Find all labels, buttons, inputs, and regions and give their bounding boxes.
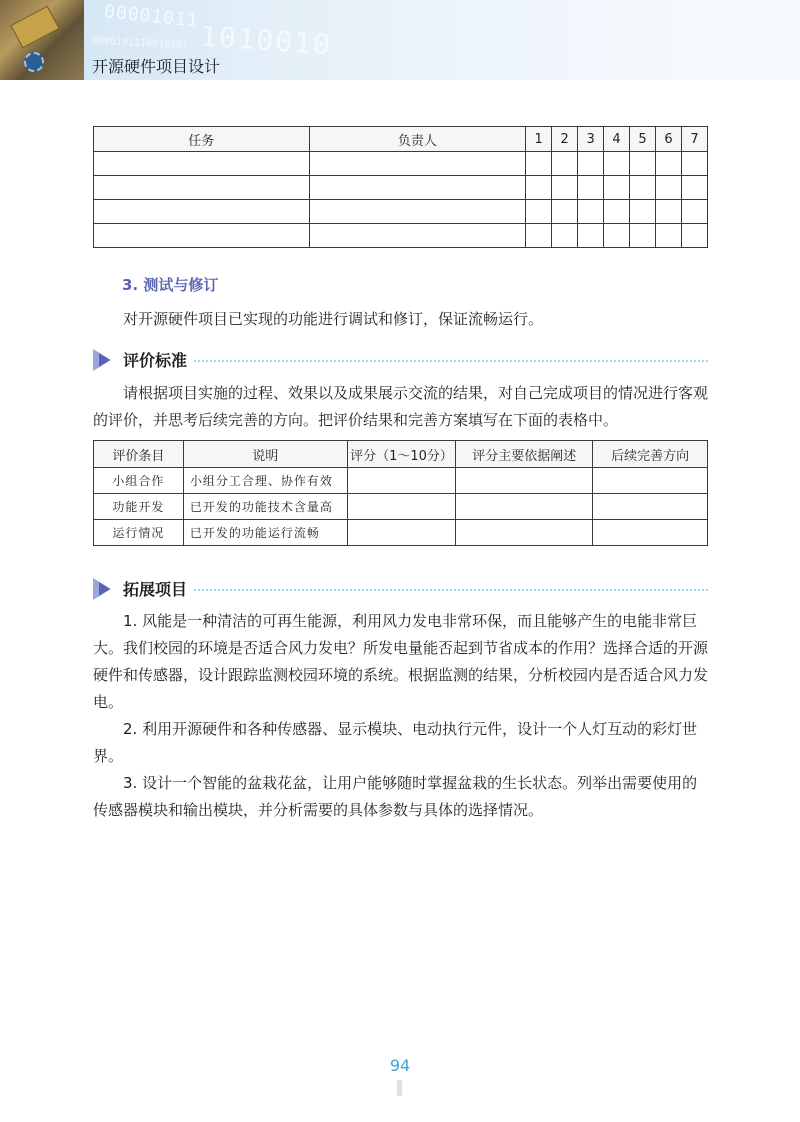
table-cell[interactable] xyxy=(552,200,578,224)
eval-item: 运行情况 xyxy=(94,520,184,546)
extension-section-header xyxy=(93,577,708,601)
score-cell[interactable] xyxy=(347,520,456,546)
header-day: 2 xyxy=(552,127,578,152)
table-cell[interactable] xyxy=(552,152,578,176)
table-header-row xyxy=(94,441,708,468)
book-title: 开源硬件项目设计 xyxy=(92,57,221,76)
table-cell[interactable] xyxy=(630,200,656,224)
binary-decoration: 00001011 xyxy=(103,1,200,32)
table-row xyxy=(94,468,708,494)
binary-decoration: 1010010 xyxy=(199,19,334,62)
header-description: 说明 xyxy=(183,441,347,468)
basis-cell[interactable] xyxy=(456,494,593,520)
table-cell[interactable] xyxy=(309,176,526,200)
table-row xyxy=(94,224,708,248)
table-cell[interactable] xyxy=(655,224,681,248)
table-row xyxy=(94,152,708,176)
table-cell[interactable] xyxy=(526,152,552,176)
table-cell[interactable] xyxy=(604,176,630,200)
evaluation-section-header xyxy=(93,348,708,372)
header-score: 评分（1～10分） xyxy=(347,441,456,468)
table-cell[interactable] xyxy=(94,200,310,224)
table-cell[interactable] xyxy=(309,200,526,224)
score-cell[interactable] xyxy=(347,494,456,520)
improvement-cell[interactable] xyxy=(593,468,708,494)
table-row xyxy=(94,520,708,546)
hardware-photo xyxy=(0,0,84,80)
evaluation-title: 评价标准 xyxy=(123,348,193,371)
table-cell[interactable] xyxy=(604,200,630,224)
extension-item-3: 3. 设计一个智能的盆栽花盆，让用户能够随时掌握盆栽的生长状态。列举出需要使用的传感器模块和输出模块，并分析需要的具体参数与具体的选择情况。 xyxy=(93,774,698,819)
table-cell[interactable] xyxy=(681,224,707,248)
header-day: 5 xyxy=(630,127,656,152)
improvement-cell[interactable] xyxy=(593,520,708,546)
header-day: 4 xyxy=(604,127,630,152)
table-cell[interactable] xyxy=(655,152,681,176)
step3-heading: 3. 测试与修订 xyxy=(122,276,219,294)
header-task: 任务 xyxy=(94,127,310,152)
table-cell[interactable] xyxy=(526,224,552,248)
table-row xyxy=(94,200,708,224)
eval-item: 功能开发 xyxy=(94,494,184,520)
table-cell[interactable] xyxy=(94,176,310,200)
eval-description: 已开发的功能运行流畅 xyxy=(183,520,347,546)
circuit-board-image xyxy=(10,6,59,49)
table-cell[interactable] xyxy=(655,200,681,224)
table-row xyxy=(94,494,708,520)
evaluation-table xyxy=(93,440,708,546)
table-cell[interactable] xyxy=(604,152,630,176)
page-number: 94 xyxy=(389,1056,411,1075)
section-arrow-icon xyxy=(99,353,110,367)
page-marker xyxy=(397,1080,402,1096)
table-cell[interactable] xyxy=(630,152,656,176)
basis-cell[interactable] xyxy=(456,520,593,546)
extension-item-2: 2. 利用开源硬件和各种传感器、显示模块、电动执行元件，设计一个人灯互动的彩灯世界。 xyxy=(93,720,698,765)
table-cell[interactable] xyxy=(309,224,526,248)
table-cell[interactable] xyxy=(309,152,526,176)
table-cell[interactable] xyxy=(681,152,707,176)
basis-cell[interactable] xyxy=(456,468,593,494)
page-header xyxy=(0,0,800,80)
eval-description: 已开发的功能技术含量高 xyxy=(183,494,347,520)
header-day: 6 xyxy=(655,127,681,152)
header-day: 7 xyxy=(681,127,707,152)
dotted-divider xyxy=(123,360,708,362)
table-cell[interactable] xyxy=(526,176,552,200)
dotted-divider xyxy=(123,589,708,591)
table-cell[interactable] xyxy=(526,200,552,224)
table-cell[interactable] xyxy=(630,176,656,200)
table-cell[interactable] xyxy=(552,224,578,248)
table-cell[interactable] xyxy=(94,152,310,176)
task-table xyxy=(93,126,708,248)
table-row xyxy=(94,176,708,200)
table-cell[interactable] xyxy=(604,224,630,248)
eval-description: 小组分工合理、协作有效 xyxy=(183,468,347,494)
table-cell[interactable] xyxy=(578,224,604,248)
gear-icon xyxy=(24,52,44,72)
header-day: 1 xyxy=(526,127,552,152)
step3-text: 对开源硬件项目已实现的功能进行调试和修订，保证流畅运行。 xyxy=(123,310,544,328)
header-day: 3 xyxy=(578,127,604,152)
score-cell[interactable] xyxy=(347,468,456,494)
table-cell[interactable] xyxy=(578,152,604,176)
improvement-cell[interactable] xyxy=(593,494,708,520)
table-cell[interactable] xyxy=(655,176,681,200)
extension-title: 拓展项目 xyxy=(123,577,193,600)
table-header-row xyxy=(94,127,708,152)
section-arrow-icon xyxy=(99,582,110,596)
table-cell[interactable] xyxy=(681,176,707,200)
table-cell[interactable] xyxy=(578,176,604,200)
header-owner: 负责人 xyxy=(309,127,526,152)
table-cell[interactable] xyxy=(578,200,604,224)
binary-decoration: 0000101110010101 xyxy=(91,35,189,52)
table-cell[interactable] xyxy=(681,200,707,224)
eval-item: 小组合作 xyxy=(94,468,184,494)
evaluation-text: 请根据项目实施的过程、效果以及成果展示交流的结果，对自己完成项目的情况进行客观的评价，并思考后续完善的方向。把评价结果和完善方案填写在下面的表格中。 xyxy=(93,384,709,429)
extension-item-1: 1. 风能是一种清洁的可再生能源，利用风力发电非常环保，而且能够产生的电能非常巨大。我们校园的环境是否适合风力发电？所发电量能否起到节省成本的作用？选择合适的开源硬件和传感器，设计跟踪监测校园环境的系统。根据监测的结果，分析校园内是否适合风力发电。 xyxy=(93,612,709,711)
header-item: 评价条目 xyxy=(94,441,184,468)
header-basis: 评分主要依据阐述 xyxy=(456,441,593,468)
header-improvement: 后续完善方向 xyxy=(593,441,708,468)
table-cell[interactable] xyxy=(630,224,656,248)
table-cell[interactable] xyxy=(94,224,310,248)
table-cell[interactable] xyxy=(552,176,578,200)
